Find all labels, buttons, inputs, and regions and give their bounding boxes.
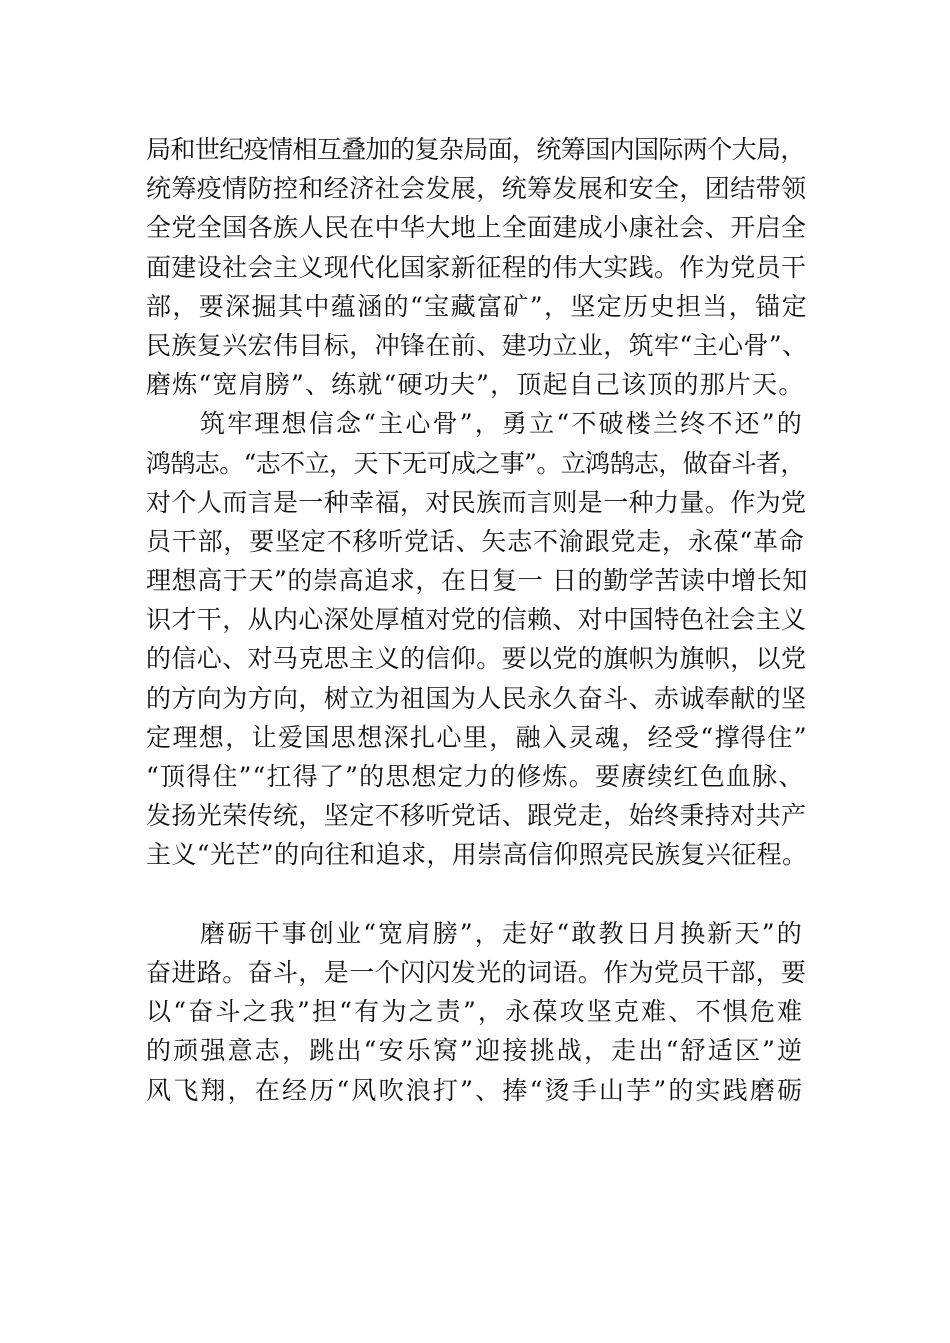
text-line: “顶得住”“扛得了”的思想定力的修炼。要赓续红色血脉、 bbox=[146, 762, 805, 791]
paragraph-3 bbox=[146, 914, 808, 1110]
text-line: 磨炼“宽肩膀”、练就“硬功夫”，顶起自己该顶的那片天。 bbox=[146, 370, 805, 400]
text-line: 民族复兴宏伟目标，冲锋在前、建功立业，筑牢“主心骨”、 bbox=[146, 330, 808, 360]
text-line: 主义“光芒”的向往和追求，用崇高信仰照亮民族复兴征程。 bbox=[146, 840, 808, 870]
text-line: 统筹疫情防控和经济社会发展，统筹发展和安全，团结带领 bbox=[146, 174, 807, 204]
paragraph-2 bbox=[146, 404, 808, 913]
text-line: 奋进路。奋斗，是一个闪闪发光的词语。作为党员干部，要 bbox=[146, 957, 807, 987]
text-line: 部，要深掘其中蕴涵的“宝藏富矿”，坚定历史担当，锚定 bbox=[146, 291, 808, 321]
text-line: 全党全国各族人民在中华大地上全面建成小康社会、开启全 bbox=[146, 213, 807, 243]
text-line bbox=[146, 875, 808, 914]
body-text bbox=[146, 130, 808, 1110]
text-line: 发扬光荣传统，坚定不移听党话、跟党走，始终秉持对共产 bbox=[146, 801, 807, 831]
text-line: 鸿鹄志。“志不立，天下无可成之事”。立鸿鹄志，做奋斗者， bbox=[146, 448, 805, 478]
text-line: 定理想，让爱国思想深扎心里，融入灵魂，经受“撑得住” bbox=[146, 722, 808, 752]
paragraph-1 bbox=[146, 130, 808, 404]
text-line: 的信心、对马克思主义的信仰。要以党的旗帜为旗帜，以党 bbox=[146, 644, 807, 674]
text-line: 局和世纪疫情相互叠加的复杂局面，统筹国内国际两个大局， bbox=[146, 135, 805, 164]
text-line: 员干部，要坚定不移听党话、矢志不渝跟党走，永葆“革命 bbox=[146, 526, 805, 556]
text-line: 的顽强意志，跳出“安乐窝”迎接挑战，走出“舒适区”逆 bbox=[146, 1036, 805, 1066]
text-line: 面建设社会主义现代化国家新征程的伟大实践。作为党员干 bbox=[146, 252, 807, 282]
text-line: 理想高于天”的崇高追求，在日复一 日的勤学苦读中增长知 bbox=[146, 566, 808, 596]
text-line: 风飞翔，在经历“风吹浪打”、捧“烫手山芋”的实践磨砺 bbox=[146, 1075, 805, 1105]
text-line: 以“奋斗之我”担“有为之责”，永葆攻坚克难、不惧危难 bbox=[146, 997, 805, 1027]
text-line: 筑牢理想信念“主心骨”，勇立“不破楼兰终不还”的 bbox=[200, 409, 804, 439]
text-line: 磨砺干事创业“宽肩膀”，走好“敢教日月换新天”的 bbox=[200, 918, 804, 948]
text-line: 对个人而言是一种幸福，对民族而言则是一种力量。作为党 bbox=[146, 487, 807, 517]
text-line: 识才干，从内心深处厚植对党的信赖、对中国特色社会主义 bbox=[146, 605, 807, 635]
text-line: 的方向为方向，树立为祖国为人民永久奋斗、赤诚奉献的坚 bbox=[146, 683, 807, 713]
